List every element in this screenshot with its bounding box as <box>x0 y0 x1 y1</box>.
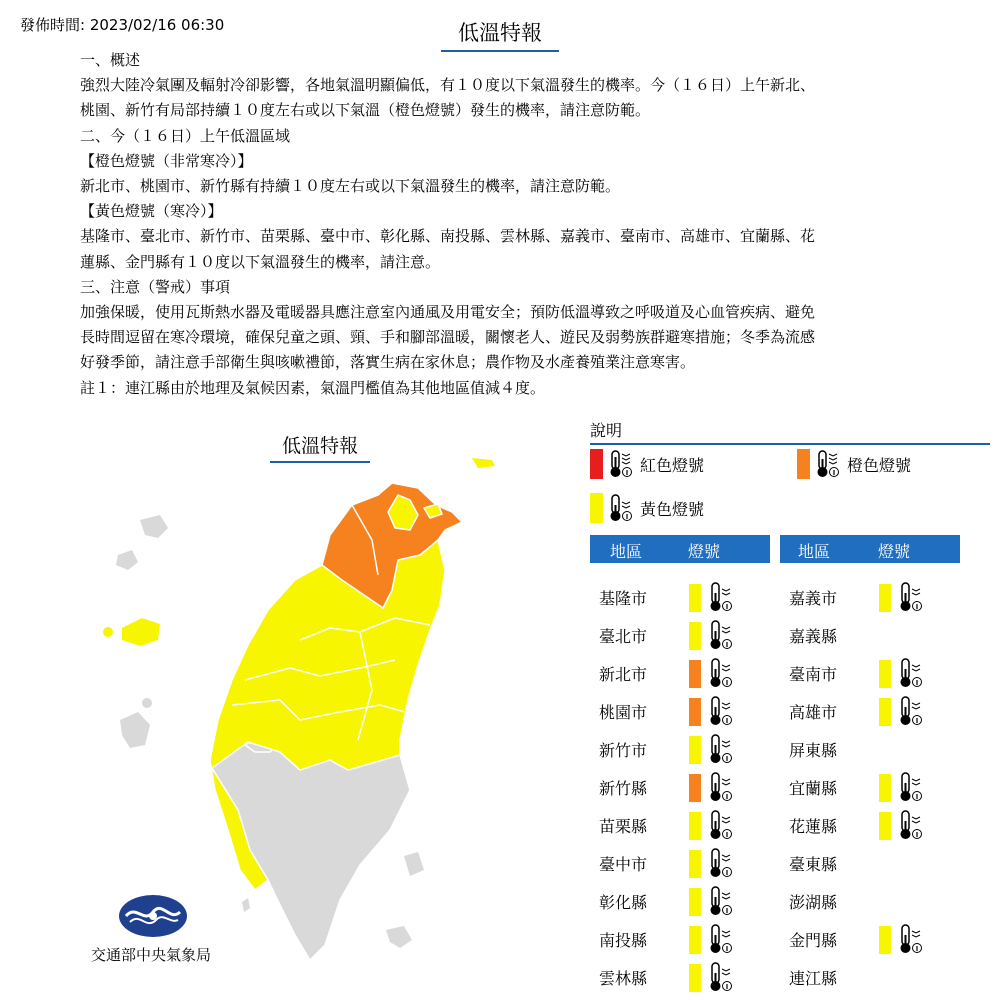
table-row <box>590 728 770 766</box>
bulletin-line: 註１：連江縣由於地理及氣候因素，氣溫門檻值為其他地區值減４度。 <box>80 378 546 397</box>
legend-item-orange <box>797 448 911 480</box>
map-island-kinmen-small <box>103 627 113 637</box>
thermometer-icon <box>897 657 924 689</box>
table-row <box>590 880 770 918</box>
region-name: 新竹縣 <box>599 779 648 798</box>
signal-swatch-yellow <box>689 888 701 916</box>
legend-item-red <box>590 448 704 480</box>
region-name: 苗栗縣 <box>599 817 648 836</box>
bulletin-line: 加強保暖，使用瓦斯熱水器及電暖器具應注意室內通風及用電安全；預防低溫導致之呼吸道及心血管疾病、避免 <box>80 303 816 322</box>
thermometer-icon <box>707 923 734 955</box>
table-row <box>590 576 770 614</box>
signal-swatch-yellow <box>879 698 891 726</box>
issue-time: 發佈時間: 2023/02/16 06:30 <box>20 16 225 34</box>
table-row <box>780 614 960 652</box>
table-row <box>780 576 960 614</box>
bulletin-line: 蓮縣、金門縣有１０度以下氣溫發生的機率，請注意。 <box>80 252 441 271</box>
region-name: 南投縣 <box>599 931 648 950</box>
table-row <box>590 918 770 956</box>
map-island-kinmen <box>122 618 160 646</box>
signal-swatch-orange <box>689 698 701 726</box>
bulletin-line: 新北市、桃園市、新竹縣有持續１０度左右或以下氣溫發生的機率，請注意防範。 <box>80 177 621 196</box>
thermometer-icon <box>607 449 634 479</box>
bulletin-line: 好發季節，請注意手部衛生與咳嗽禮節，落實生病在家休息；農作物及水產養殖業注意寒害。 <box>80 353 696 372</box>
region-name: 新竹市 <box>599 741 648 760</box>
map-island-gray-1 <box>140 515 168 538</box>
table-row <box>590 766 770 804</box>
table-row <box>590 956 770 994</box>
table-row <box>590 842 770 880</box>
bulletin-line: 基隆市、臺北市、新竹市、苗栗縣、臺中市、彰化縣、南投縣、雲林縣、嘉義市、臺南市、高雄市、宜蘭縣、花 <box>80 227 816 246</box>
map-island-penghu-2 <box>142 698 152 708</box>
legend-swatch <box>797 449 810 479</box>
map-island-matsu <box>472 458 495 468</box>
region-name: 雲林縣 <box>599 969 648 988</box>
thermometer-icon <box>707 581 734 613</box>
thermometer-icon <box>707 961 734 993</box>
page-title: 低溫特報 <box>441 17 559 52</box>
cwb-logo <box>118 894 188 938</box>
thermometer-icon <box>897 581 924 613</box>
table-row <box>780 804 960 842</box>
bulletin-line: 強烈大陸冷氣團及輻射冷卻影響，各地氣溫明顯偏低，有１０度以下氣溫發生的機率。今（１６日）上午新北、 <box>80 76 816 95</box>
table-row <box>590 690 770 728</box>
signal-swatch-orange <box>689 774 701 802</box>
table-row <box>590 652 770 690</box>
region-name: 臺南市 <box>789 665 838 684</box>
signal-swatch-yellow <box>689 622 701 650</box>
map-island-green <box>404 852 424 876</box>
thermometer-icon <box>897 809 924 841</box>
map-island-penghu-1 <box>120 712 150 748</box>
region-name: 基隆市 <box>599 589 648 608</box>
thermometer-icon <box>897 695 924 727</box>
signal-swatch-yellow <box>879 812 891 840</box>
legend-label: 黃色燈號 <box>640 499 705 519</box>
map-island-orchid <box>386 926 412 948</box>
thermometer-icon <box>707 771 734 803</box>
header-signal: 燈號 <box>878 542 911 561</box>
thermometer-icon <box>897 923 924 955</box>
thermometer-icon <box>707 847 734 879</box>
thermometer-icon <box>607 493 634 523</box>
region-name: 彰化縣 <box>599 893 648 912</box>
region-name: 金門縣 <box>789 931 838 950</box>
region-name: 花蓮縣 <box>789 817 838 836</box>
region-name: 屏東縣 <box>789 741 838 760</box>
legend-swatch <box>590 493 603 523</box>
bulletin-line: 桃園、新竹有局部持續１０度左右或以下氣溫（橙色燈號）發生的機率，請注意防範。 <box>80 101 651 120</box>
bulletin-line: 【黃色燈號（寒冷）】 <box>80 202 223 221</box>
table-row <box>590 614 770 652</box>
bulletin-text <box>80 48 930 401</box>
region-name: 臺北市 <box>599 627 648 646</box>
legend-label: 橙色燈號 <box>847 455 912 475</box>
bulletin-line: 二、今（１６日）上午低溫區域 <box>80 126 291 145</box>
bulletin-line: 三、注意（警戒）事項 <box>80 277 231 296</box>
table-row <box>780 880 960 918</box>
thermometer-icon <box>707 885 734 917</box>
signal-swatch-yellow <box>689 850 701 878</box>
header-region: 地區 <box>610 542 643 561</box>
signal-swatch-yellow <box>879 774 891 802</box>
legend-swatch <box>590 449 603 479</box>
table-row <box>780 652 960 690</box>
table-row <box>780 728 960 766</box>
region-name: 新北市 <box>599 665 648 684</box>
region-name: 臺東縣 <box>789 855 838 874</box>
region-name: 連江縣 <box>789 969 838 988</box>
signal-swatch-yellow <box>689 926 701 954</box>
region-name: 高雄市 <box>789 703 838 722</box>
signal-swatch-yellow <box>689 812 701 840</box>
signal-swatch-yellow <box>689 584 701 612</box>
agency-name: 交通部中央氣象局 <box>90 946 211 964</box>
map-island-gray-2 <box>116 550 138 570</box>
region-name: 桃園市 <box>599 703 648 722</box>
region-name: 宜蘭縣 <box>789 779 838 798</box>
table-row <box>780 956 960 994</box>
table-row <box>590 804 770 842</box>
bulletin-line: 長時間逗留在寒冷環境，確保兒童之頭、頸、手和腳部溫暖，關懷老人、遊民及弱勢族群避寒措施；冬季為流感 <box>80 328 816 347</box>
table-header-right <box>780 535 960 563</box>
legend-title: 說明 <box>590 418 990 445</box>
taiwan-map <box>0 440 590 1000</box>
bulletin-line: 【橙色燈號（非常寒冷）】 <box>80 151 253 170</box>
signal-swatch-yellow <box>689 736 701 764</box>
map-island-liuqiu <box>242 898 250 912</box>
legend-item-yellow <box>590 492 704 524</box>
region-name: 嘉義市 <box>789 589 838 608</box>
table-row <box>780 766 960 804</box>
thermometer-icon <box>707 809 734 841</box>
thermometer-icon <box>707 695 734 727</box>
signal-swatch-yellow <box>879 584 891 612</box>
thermometer-icon <box>707 733 734 765</box>
table-row <box>780 918 960 956</box>
region-name: 澎湖縣 <box>789 893 838 912</box>
bulletin-line: 一、概述 <box>80 51 141 69</box>
thermometer-icon <box>814 449 841 479</box>
signal-swatch-yellow <box>689 964 701 992</box>
thermometer-icon <box>707 619 734 651</box>
legend-label: 紅色燈號 <box>640 455 705 475</box>
signal-swatch-yellow <box>879 660 891 688</box>
thermometer-icon <box>707 657 734 689</box>
signal-swatch-yellow <box>879 926 891 954</box>
table-row <box>780 690 960 728</box>
header-signal: 燈號 <box>688 542 721 561</box>
thermometer-icon <box>897 771 924 803</box>
map-title: 低溫特報 <box>270 431 370 463</box>
signal-swatch-orange <box>689 660 701 688</box>
table-header-left <box>590 535 770 563</box>
header-region: 地區 <box>798 542 831 561</box>
region-name: 臺中市 <box>599 855 648 874</box>
region-name: 嘉義縣 <box>789 627 838 646</box>
table-row <box>780 842 960 880</box>
